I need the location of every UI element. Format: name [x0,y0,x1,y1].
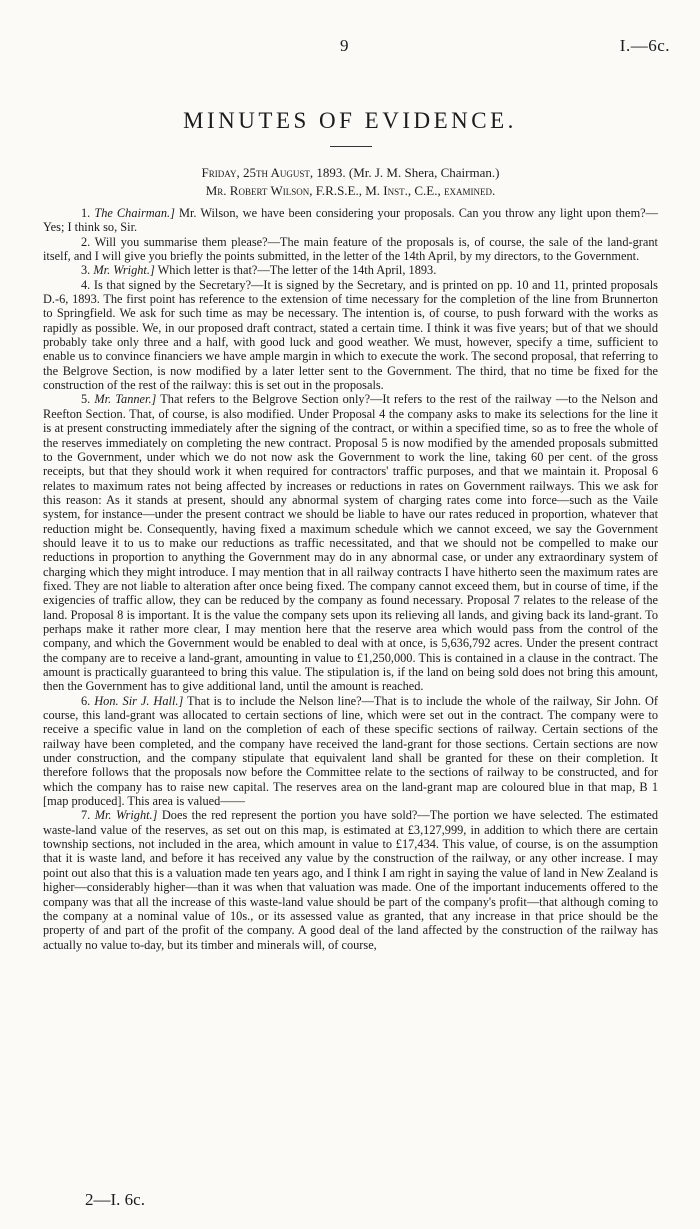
question-number: 1. [81,206,91,220]
evidence-paragraph [43,263,658,277]
question-number: 6. [81,693,91,708]
question-number: 3. [81,263,91,278]
session-date: Friday, 25th August, 1893. [201,165,346,180]
question-number: 4. [81,277,91,292]
speaker-name: Mr. Wright.] [93,263,155,278]
document-reference: I.—6c. [619,36,670,55]
evidence-paragraph [43,206,658,235]
witness-line: Mr. Robert Wilson, F.R.S.E., M. Inst., C.E., examined. [205,183,496,198]
speaker-name: The Chairman.] [94,206,175,220]
speaker-name: Mr. Wright.] [94,808,158,823]
paragraph-text: That refers to the Belgrove Section only?—It refers to the rest of the railway —to the Nelson and Reefton Section. That, of course, is also modified. Under Proposal 4 the company asks to make its selections for the line it is at present constructing immediately after the signing of the contract, or within a specified time, so as to free the whole of the reserves immediately on completing the new contract. Proposal 5 is now modified by the amended proposals submitted to the Government, under which we do not now ask the Government to work the line, taking 60 per cent. of the gross receipts, but that they should work it when required for contractors' traffic purposes, and that we maintain it. Proposal 6 relates to maximum rates not being affected by increases or reductions in rates on Government railways. This we ask for this reason: As it stands at present, should any abnormal system of charging rates come into force—such as the Vaile system, for instance—under the present contract we should be liable to have our rates reduced in proportion, whatever that reduction might be. Consequently, having fixed a maximum schedule which we cannot exceed, we say the Government should leave it to us to make our reductions as traffic necessitated, and that we should not be compelled to make our reductions in proportion to anything the Government may do in any abnormal case, or under any extraordinary system of charging which they might introduce. I may mention that in all railway contracts I have hitherto seen the maximum rates are fixed. They are not liable to alteration after once being fixed. The company cannot exceed them, but in course of time, if the exigencies of traffic allow, they can be reduced by the company as found necessary. Proposal 7 relates to the release of the land. Proposal 8 is important. It is the value the company sets upon its relieving all lands, and giving back its land-grant. To perhaps make it rather more clear, I may mention here that the reserve area which would pass from the control of the company, and which the Government would be enabled to deal with at once, is 5,636,792 acres. Under the present contract the company are to receive a land-grant, amounting in value to £1,250,000. This is contained in a clause in the contract. The amount is practically guaranteed to bring this value. The stipulation is, if the land on being sold does not bring this amount, then the Government has to give additional land, until the amount is reached. [43,392,658,694]
question-number: 2. [81,234,91,249]
evidence-paragraph [43,694,658,809]
evidence-paragraph [43,808,658,951]
session-chair: (Mr. J. M. Shera, Chairman.) [348,165,500,180]
page-number: 9 [340,36,349,55]
paragraph-text: That is to include the Nelson line?—That is to include the whole of the railway, Sir John. Of course, this land-grant was allocated to certain sections of line, which were set out in the contract. The company were to receive a specific value in land on the completion of each of these specific sections of railway. Certain sections of the railway have been completed, and the company have received the land-grant for those sections. Certain sections are now under construction, and the company stipulate that equivalent land shall be granted for these on their completion. It therefore follows that the proposals now before the Committee relate to the sections of railway to be constructed, and for which the company has to raise new capital. The reserves area on the land-grant map are coloured blue in that map, B 1 [map produced]. This area is valued—— [43,693,659,809]
paragraph-text: Is that signed by the Secretary?—It is signed by the Secretary, and is printed on pp. 10 and 11, printed proposals D.-6, 1893. The first point has reference to the extension of time necessary for the completion of the line from Brunnerton to Springfield. We ask for such time as may be necessary. The intention is, of course, to push forward with the works as rapidly as possible. We, in our proposed draft contract, stated a certain time. I think it was five years; but of that we should probably take only three and a half, with good luck and good weather. We must, however, specify a time, sufficient to enable us to convince financiers we have ample margin in which to execute the work. The second proposal, that referring to the Belgrove Section, is now modified by a later letter sent to the Government. The third, that no time be fixed for the construction of the rest of the railway: this is set out in the proposals. [43,277,658,393]
speaker-name: Hon. Sir J. Hall.] [94,693,184,708]
page-title: MINUTES OF EVIDENCE. [183,108,517,133]
question-number: 5. [81,392,91,407]
speaker-name: Mr. Tanner.] [94,392,157,407]
paragraph-text: Mr. Wilson, we have been considering your proposals. Can you throw any light upon them?—Yes; I think so, Sir. [43,206,658,235]
evidence-paragraph [43,278,658,393]
paragraph-text: Which letter is that?—The letter of the 14th April, 1893. [157,263,437,278]
evidence-paragraphs [43,206,658,952]
evidence-paragraph [43,392,658,693]
evidence-paragraph [43,235,658,264]
paragraph-text: Does the red represent the portion you have sold?—The portion we have selected. The estimated waste-land value of the reserves, as set out on this map, is estimated at £3,127,999, in addition to which there are certain township sections, not included in the area, which amount in value to £17,434. This value, of course, is on the assumption that it is waste land, and before it has received any value by the construction of the railway, or any other increase. I may point out also that this is a valuation made ten years ago, and I think I am right in saying the value of land in New Zealand is higher—considerably higher—than it was when that valuation was made. One of the important inducements offered to the company was that all the increase of this waste-land value should be part of the company's profit—that although coming to the company at a nominal value of 10s., or its assessed value as granted, that any increase in that price should be the property of and part of the profit of the company. A good deal of the land affected by the construction of the railway has actually no value to-day, but its timber and minerals will, of course, [43,808,658,952]
paragraph-text: Will you summarise them please?—The main feature of the proposals is, of course, the sale of the land-grant itself, and I will give you briefly the points submitted, in the letter of the 14th April, by my directors, to the Government. [43,234,658,264]
signature-mark: 2—I. 6c. [85,1190,145,1209]
session-line [43,165,658,180]
document-body [43,165,658,952]
title-rule [330,146,372,147]
question-number: 7. [81,808,91,823]
